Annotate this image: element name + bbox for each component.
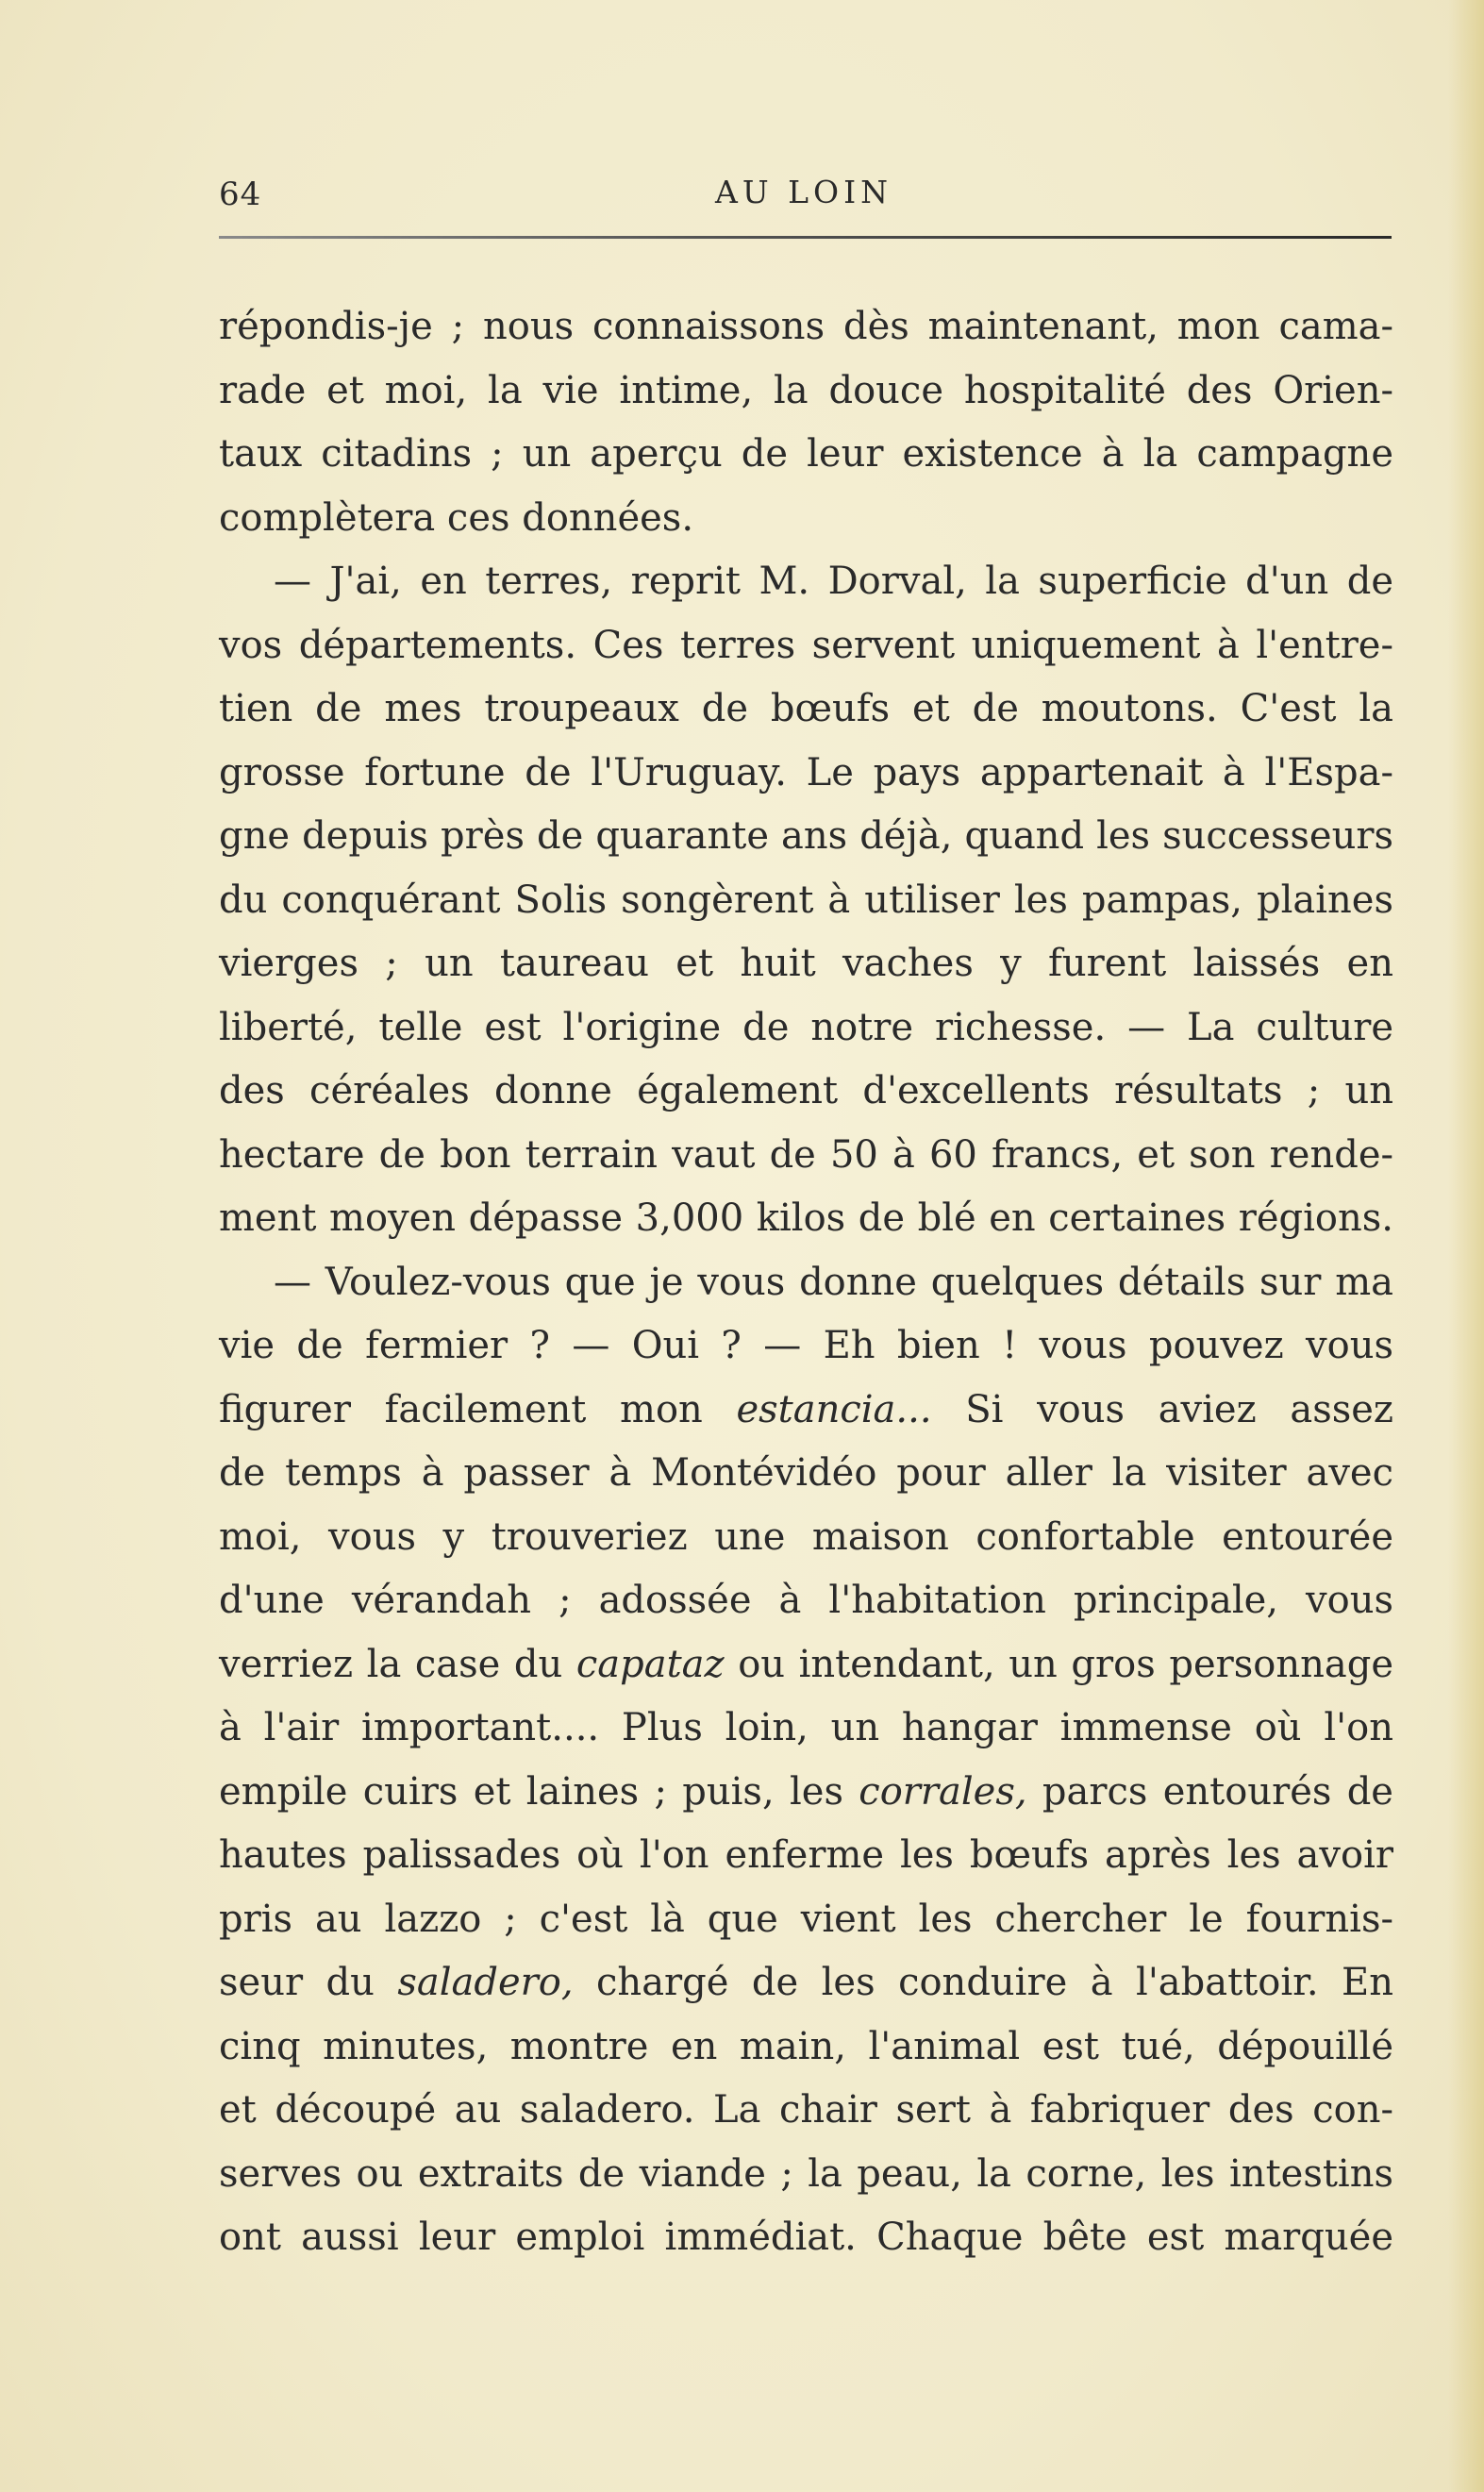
text-segment: des céréales donne également d'excellents résultats ; un bbox=[219, 1069, 1393, 1112]
text-segment: tien de mes troupeaux de bœufs et de moutons. C'est la bbox=[219, 687, 1393, 730]
text-segment: chargé de les conduire à l'abattoir. En bbox=[573, 1961, 1393, 2004]
text-segment: pris au lazzo ; c'est là que vient les chercher le fournis- bbox=[219, 1897, 1393, 1941]
text-segment: vie de fermier ? — Oui ? — Eh bien ! vous pouvez vous bbox=[219, 1324, 1393, 1367]
text-line bbox=[219, 1697, 1393, 1761]
text-line bbox=[219, 1951, 1393, 2015]
text-segment: rade et moi, la vie intime, la douce hospitalité des Orien- bbox=[219, 368, 1393, 412]
text-segment: vierges ; un taureau et huit vaches y furent laissés en bbox=[219, 942, 1393, 985]
text-segment: de temps à passer à Montévidéo pour aller la visiter avec bbox=[219, 1451, 1393, 1495]
text-line bbox=[219, 423, 1393, 487]
text-segment: grosse fortune de l'Uruguay. Le pays appartenait à l'Espa- bbox=[219, 750, 1393, 794]
italic-term: capataz bbox=[575, 1642, 725, 1686]
text-segment: verriez la case du bbox=[219, 1642, 576, 1686]
text-line bbox=[219, 614, 1393, 678]
text-line bbox=[219, 1569, 1393, 1633]
text-segment: figurer facilement mon bbox=[219, 1387, 737, 1431]
text-line bbox=[219, 1633, 1393, 1698]
header-rule bbox=[219, 236, 1392, 239]
text-line bbox=[219, 1124, 1393, 1188]
text-segment: d'une vérandah ; adossée à l'habitation principale, vous bbox=[219, 1579, 1393, 1622]
text-line bbox=[219, 1314, 1393, 1379]
text-line bbox=[219, 742, 1393, 806]
italic-term: corrales, bbox=[859, 1769, 1027, 1814]
page-number: 64 bbox=[219, 176, 262, 213]
text-segment: gne depuis près de quarante ans déjà, quand les successeurs bbox=[219, 814, 1393, 858]
text-segment: à l'air important.... Plus loin, un hangar immense où l'on bbox=[219, 1706, 1393, 1749]
text-line bbox=[219, 1187, 1393, 1251]
text-segment: du conquérant Solis songèrent à utiliser les pampas, plaines bbox=[219, 878, 1393, 922]
text-segment: cinq minutes, montre en main, l'animal est tué, dépouillé bbox=[219, 2024, 1393, 2068]
text-segment: ment moyen dépasse 3,000 kilos de blé en certaines régions. bbox=[219, 1196, 1393, 1240]
text-segment: ont aussi leur emploi immédiat. Chaque bête est marquée bbox=[219, 2216, 1393, 2259]
text-line bbox=[219, 1888, 1393, 1952]
text-line bbox=[219, 932, 1393, 996]
text-line bbox=[219, 2143, 1393, 2207]
text-segment: — J'ai, en terres, reprit M. Dorval, la superficie d'un de bbox=[274, 560, 1393, 603]
text-segment: empile cuirs et laines ; puis, les bbox=[219, 1769, 859, 1814]
text-segment: moi, vous y trouveriez une maison confortable entourée bbox=[219, 1514, 1393, 1559]
text-segment: taux citadins ; un aperçu de leur existence à la campagne bbox=[219, 432, 1393, 476]
body-text bbox=[219, 295, 1393, 2270]
text-line bbox=[219, 869, 1393, 933]
text-segment: ou intendant, un gros personnage bbox=[724, 1642, 1393, 1686]
text-segment: complètera ces données. bbox=[219, 495, 694, 540]
text-segment: hautes palissades où l'on enferme les bœufs après les avoir bbox=[219, 1833, 1393, 1877]
text-line bbox=[219, 550, 1393, 614]
text-segment: — Voulez-vous que je vous donne quelques détails sur ma bbox=[274, 1260, 1393, 1304]
text-line bbox=[219, 2079, 1393, 2143]
text-line bbox=[219, 805, 1393, 869]
text-segment: vos départements. Ces terres servent uniquement à l'entre- bbox=[219, 623, 1393, 667]
text-segment: seur du bbox=[219, 1961, 398, 2004]
text-line bbox=[219, 1824, 1393, 1888]
text-segment: et découpé au saladero. La chair sert à fabriquer des con- bbox=[219, 2088, 1393, 2132]
text-line bbox=[219, 487, 1393, 551]
text-segment: serves ou extraits de viande ; la peau, la corne, les intestins bbox=[219, 2151, 1393, 2196]
text-line bbox=[219, 1379, 1393, 1443]
text-line bbox=[219, 1442, 1393, 1506]
text-line bbox=[219, 677, 1393, 742]
text-line bbox=[219, 1251, 1393, 1315]
text-segment: liberté, telle est l'origine de notre richesse. — La culture bbox=[219, 1005, 1393, 1049]
text-line bbox=[219, 996, 1393, 1061]
text-line bbox=[219, 295, 1393, 360]
text-segment: Si vous aviez assez bbox=[931, 1387, 1393, 1431]
text-line bbox=[219, 2206, 1393, 2270]
text-line bbox=[219, 2015, 1393, 2080]
italic-term: saladero, bbox=[397, 1961, 574, 2004]
text-line bbox=[219, 1060, 1393, 1124]
page-header bbox=[219, 170, 1389, 217]
text-line bbox=[219, 360, 1393, 424]
text-line bbox=[219, 1506, 1393, 1570]
running-head: AU LOIN bbox=[714, 174, 892, 210]
text-segment: répondis-je ; nous connaissons dès maintenant, mon cama- bbox=[219, 305, 1393, 348]
italic-term: estancia... bbox=[736, 1387, 932, 1431]
text-segment: hectare de bon terrain vaut de 50 à 60 francs, et son rende- bbox=[219, 1132, 1393, 1177]
text-segment: parcs entourés de bbox=[1026, 1769, 1393, 1814]
text-line bbox=[219, 1761, 1393, 1825]
